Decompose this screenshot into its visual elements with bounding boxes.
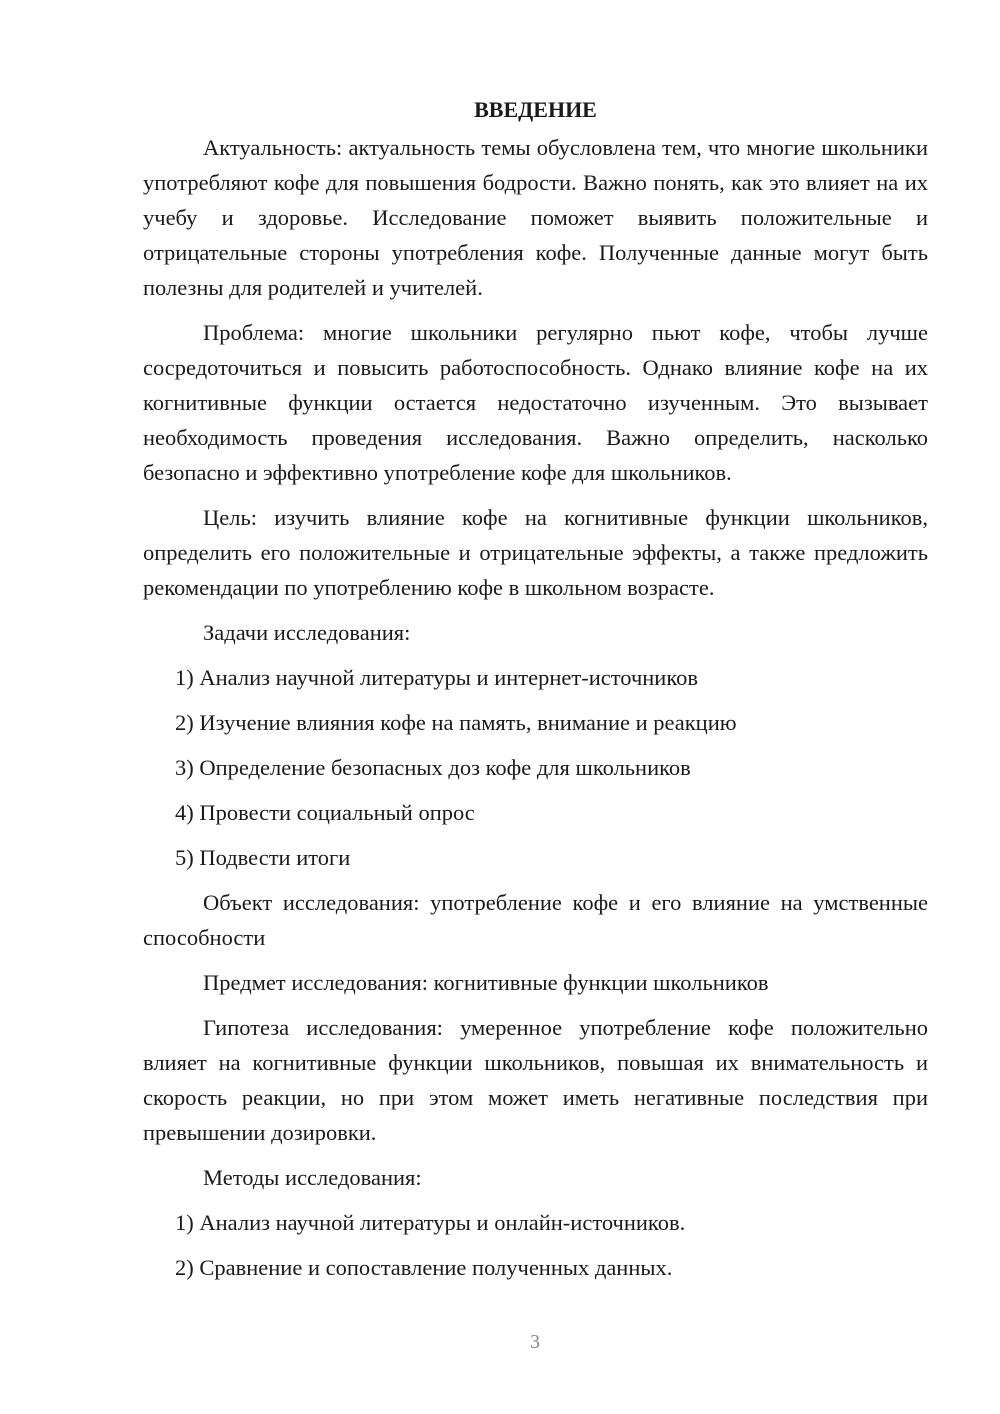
list-item: 1) Анализ научной литературы и онлайн-источников. bbox=[175, 1210, 686, 1235]
methods-list bbox=[143, 1205, 928, 1285]
tasks-title: Задачи исследования: bbox=[203, 620, 411, 645]
list-item: 4) Провести социальный опрос bbox=[175, 800, 475, 825]
section-heading: ВВЕДЕНИЕ bbox=[474, 97, 597, 122]
tasks-list bbox=[143, 660, 928, 875]
problem-paragraph: Проблема: многие школьники регулярно пьют кофе, чтобы лучше сосредоточиться и повысить работоспособность. Однако влияние кофе на их когнитивные функции остается недостаточно изученным. Это вызывает необходимость проведения исследования. Важно определить, насколько безопасно и эффективно употребление кофе для школьников. bbox=[143, 320, 928, 485]
relevance-paragraph: Актуальность: актуальность темы обусловлена тем, что многие школьники употребляют кофе для повышения бодрости. Важно понять, как это влияет на их учебу и здоровье. Исследование поможет выявить положительные и отрицательные стороны употребления кофе. Полученные данные могут быть полезны для родителей и учителей. bbox=[143, 135, 928, 300]
document-page bbox=[143, 92, 928, 1295]
methods-title: Методы исследования: bbox=[203, 1165, 422, 1190]
list-item: 2) Изучение влияния кофе на память, внимание и реакцию bbox=[175, 710, 737, 735]
hypothesis-paragraph: Гипотеза исследования: умеренное употребление кофе положительно влияет на когнитивные функции школьников, повышая их внимательность и скорость реакции, но при этом может иметь негативные последствия при превышении дозировки. bbox=[143, 1015, 928, 1145]
list-item: 5) Подвести итоги bbox=[175, 845, 351, 870]
page-number: 3 bbox=[530, 1331, 540, 1353]
object-paragraph: Объект исследования: употребление кофе и его влияние на умственные способности bbox=[143, 890, 928, 950]
list-item: 1) Анализ научной литературы и интернет-источников bbox=[175, 665, 699, 690]
goal-paragraph: Цель: изучить влияние кофе на когнитивные функции школьников, определить его положительные и отрицательные эффекты, а также предложить рекомендации по употреблению кофе в школьном возрасте. bbox=[143, 505, 928, 600]
subject-paragraph: Предмет исследования: когнитивные функции школьников bbox=[203, 970, 769, 995]
list-item: 2) Сравнение и сопоставление полученных данных. bbox=[175, 1255, 673, 1280]
list-item: 3) Определение безопасных доз кофе для школьников bbox=[175, 755, 691, 780]
